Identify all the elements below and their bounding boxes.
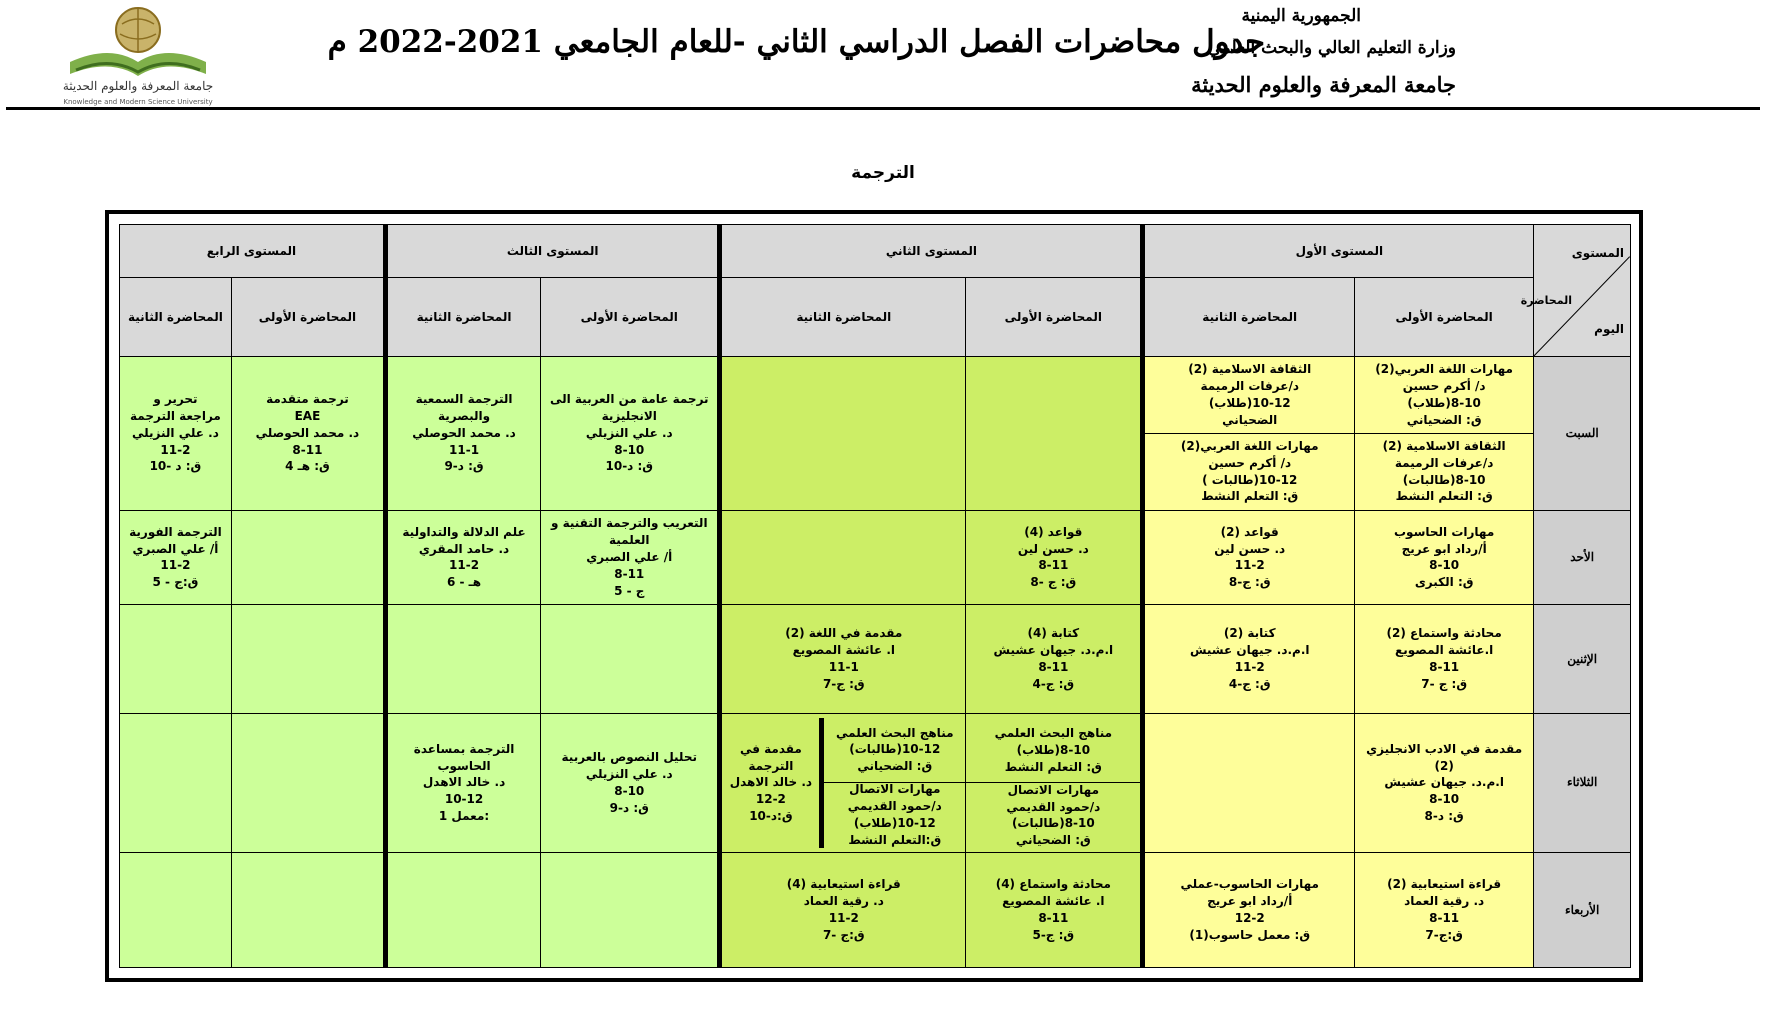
cell-line: 11-2 [1234,558,1265,573]
cell-line: 8-10(طلاب) [1407,395,1481,410]
cell-line: ق:ج - 5 [152,575,199,590]
cell-line: د/ أكرم حسين [1208,455,1292,470]
mon-l3-second [385,605,540,714]
wed-l4-second [120,853,232,968]
cell-line: كتابة (2) [1223,626,1276,641]
cell-line: 10-12(طلاب) [853,815,936,830]
department-title: الترجمة [851,163,915,183]
cell-line: ق: ج -8 [1030,575,1077,590]
cell-line: مراجعة الترجمة [130,409,221,423]
cell-line: قواعد (4) [1024,524,1083,539]
cell-line: التعريب والترجمة التقنية و [550,516,708,531]
cell-line: ق: هـ 4 [285,459,330,474]
cell-line: د/حمود القديمي [1006,799,1101,814]
cell-line: 10-12(طالبات ) [1202,472,1298,487]
tue-l2-second-split [819,718,965,848]
l3-second-lecture-header: المحاضرة الثانية [385,278,540,357]
corner-cell [1520,225,1631,357]
cell-line: مهارات اللغة العربي(2) [1375,362,1513,377]
cell-line: تحليل النصوص بالعربية [561,750,697,765]
sat-l1-first-b [1355,433,1534,510]
cell-line: العلمية [609,533,650,548]
cell-line: 8-10 [1429,558,1460,573]
cell-line: 8-10 [614,442,645,457]
cell-line: الترجمة السمعية والبصرية [415,392,513,423]
schedule-table [119,224,1631,968]
cell-line: 11-1 [449,442,480,457]
cell-line: أ/ علي الصبري [132,541,219,556]
cell-line: ا. عائشة المصويع [792,643,896,658]
cell-line: مهارات الاتصال [849,782,941,797]
cell-line: ق: ج-4 [1228,676,1271,691]
cell-line: د. خالد الاهدل [422,775,506,790]
cell-line: د. علي النزيلي [132,425,219,440]
cell-line: د. حسن لين [1214,541,1286,556]
wed-l1-second [1143,853,1355,968]
cell-line: 8-10 [614,783,645,798]
wed-l2-first [966,853,1143,968]
tue-l1-second [1143,713,1355,852]
cell-line: ق: الضحياني [1406,412,1482,427]
wed-l2-second [720,853,966,968]
cell-line: مناهج البحث العلمي [836,725,954,740]
level-2-header: المستوى الثاني [720,225,1143,278]
cell-line: ترجمة متقدمة [266,392,349,407]
tue-l2-first-top [966,718,1140,783]
cell-line: الترجمة بمساعدة الحاسوب [413,741,515,773]
sun-l3-first [541,510,720,605]
cell-line: ق: د-10 [605,459,654,474]
cell-line: علم الدلالة والتداولية [402,524,526,539]
cell-line: 8-10(طلاب) [1016,742,1091,757]
page-header [0,0,1766,112]
sat-l4-second [120,356,232,510]
corner-lecture-label: المحاضرة [1520,294,1572,307]
page-title: جدول محاضرات الفصل الدراسي الثاني -للعام الجامعي 2021-2022 م [327,24,1265,60]
cell-line: 11-2 [449,558,480,573]
cell-line: ق: الضحياني [857,759,933,774]
level-4-header: المستوى الرابع [120,225,386,278]
wed-l4-first [231,853,385,968]
sat-l4-first [231,356,385,510]
l3-first-lecture-header: المحاضرة الأولى [541,278,720,357]
cell-line: الثقافة الاسلامية (2) [1382,439,1506,453]
tue-l2-second-top [824,718,965,783]
level-3-header: المستوى الثالث [385,225,719,278]
cell-line: قواعد (2) [1220,524,1279,539]
day-monday: الإثنين [1534,605,1631,714]
cell-line: أ/ علي الصبري [586,549,673,564]
l1-second-lecture-header: المحاضرة الثانية [1143,278,1355,357]
tue-l2-second [720,713,966,852]
tue-l3-second [385,713,540,852]
cell-line: 8-11 [1038,659,1069,674]
level-1-header: المستوى الأول [1143,225,1534,278]
cell-line: 8-11 [1429,911,1460,926]
cell-line: د. علي النزيلي [585,767,673,782]
wed-l3-first [541,853,720,968]
cell-line: EAE [294,409,321,423]
cell-line: 10-12 [444,792,484,807]
sat-l2-first [966,356,1143,510]
cell-line: مهارات الحاسوب-عملي [1180,877,1319,892]
cell-line: د/عرفات الرميمة [1394,455,1494,470]
tue-l2-second-bottom [824,783,965,847]
cell-line: د. رقية العماد [803,894,884,909]
day-wednesday: الأربعاء [1534,853,1631,968]
cell-line: د. رقية العماد [1404,894,1485,909]
cell-line: د/ أكرم حسين [1402,379,1486,393]
cell-line: ق: ج-8 [1228,575,1271,590]
cell-line: ق: د-8 [1424,809,1464,824]
cell-line: 8-11 [1429,659,1460,674]
wed-l1-first [1355,853,1534,968]
cell-line: ق: ج-5 [1032,927,1075,942]
cell-line: د/حمود القديمي [847,799,942,814]
cell-line: ق: د-9 [444,459,484,474]
cell-line: الثقافة الاسلامية (2) [1188,362,1312,377]
cell-line: 10-12(طلاب) [1208,395,1291,410]
l1-first-lecture-header: المحاضرة الأولى [1355,278,1534,357]
cell-line: ق: د -10 [149,459,202,474]
cell-line: ق: الضحياني [1015,833,1091,848]
cell-line: 11-2 [828,911,859,926]
mon-l4-second [120,605,232,714]
sat-l2-second [720,356,966,510]
cell-line: ق:ج -7 [822,927,865,942]
cell-line: 8-11 [614,566,645,581]
mon-l2-first [966,605,1143,714]
cell-line: تحرير و [153,392,198,407]
mon-l4-first [231,605,385,714]
sun-l3-second [385,510,540,605]
gov-line-university: جامعة المعرفة والعلوم الحديثة [1191,72,1456,97]
l4-first-lecture-header: المحاضرة الأولى [231,278,385,357]
l2-first-lecture-header: المحاضرة الأولى [966,278,1143,357]
cell-line: د. خالد الاهدل [729,775,813,790]
cell-line: ق: الكبرى [1414,575,1474,590]
cell-line: 12-2 [1234,911,1265,926]
cell-line: قراءة استيعابية (4) [786,877,901,892]
cell-line: مقدمة في الادب الانجليزي (2) [1366,741,1523,773]
cell-line: 11-2 [160,558,191,573]
cell-line: مهارات اللغة العربي(2) [1180,439,1319,453]
cell-line: الانجليزية [601,409,657,423]
sat-l1-second-b [1143,433,1355,510]
cell-line: ق: ج-4 [1032,676,1075,691]
cell-line: ق:د-10 [749,809,793,824]
mon-l3-first [541,605,720,714]
cell-line: 8-10 [1429,792,1460,807]
header-divider [6,107,1760,110]
cell-line: الترجمة الفورية [129,524,222,539]
mon-l1-second [1143,605,1355,714]
tue-l3-first [541,713,720,852]
tue-l4-first [231,713,385,852]
cell-line: 8-10(طالبات) [1402,472,1486,487]
l2-second-lecture-header: المحاضرة الثانية [720,278,966,357]
cell-line: ق:ج-7 [1425,927,1463,942]
cell-line: 8-11 [292,442,323,457]
mon-l1-first [1355,605,1534,714]
cell-line: 12-2 [755,792,786,807]
logo-subtext: Knowledge and Modern Science University [63,98,213,106]
cell-line: ق: ج-7 [822,676,865,691]
logo-text: جامعة المعرفة والعلوم الحديثة [62,79,214,93]
cell-line: محادثة واستماع (4) [995,877,1111,892]
cell-line: 11-2 [1234,659,1265,674]
cell-line: ج - 5 [614,583,645,598]
cell-line: 11-2 [160,442,191,457]
cell-line: قراءة استيعابية (2) [1387,877,1502,892]
cell-line: ا.م.د. جيهان عشيش [993,643,1114,658]
university-logo [30,4,230,108]
gov-line-republic: الجمهورية اليمنية [1241,6,1361,26]
day-saturday: السبت [1534,356,1631,510]
cell-line: ق: التعلم النشط [1201,489,1299,504]
sun-l1-first [1355,510,1534,605]
cell-line: 11-1 [828,659,859,674]
cell-line: مهارات الاتصال [1007,782,1100,797]
cell-line: ا.عائشة المصويع [1395,643,1494,658]
sat-l3-first [541,356,720,510]
tue-l4-second [120,713,232,852]
sun-l2-second [720,510,966,605]
sun-l1-second [1143,510,1355,605]
cell-line: 8-10(طالبات) [1011,816,1095,831]
cell-line: هـ - 6 [446,575,482,590]
sat-l1-second-a [1143,356,1355,433]
cell-line: ا. عائشة المصويع [1002,894,1105,909]
day-tuesday: الثلاثاء [1534,713,1631,852]
cell-line: كتابة (4) [1027,626,1080,641]
cell-line: د. محمد الحوصلي [412,425,516,440]
cell-line: ا.م.د. جيهان عشيش [1189,643,1310,658]
cell-line: أ/رداد ابو عريج [1401,541,1487,556]
cell-line: ق:التعلم النشط [848,832,942,847]
cell-line: أ/رداد ابو عريج [1207,894,1293,909]
cell-line: مهارات الحاسوب [1394,524,1495,539]
sat-l1-first-a [1355,356,1534,433]
mon-l2-second [720,605,966,714]
cell-line: د. محمد الحوصلي [255,425,360,440]
cell-line: 10-12(طالبات) [849,742,941,757]
sun-l4-first [231,510,385,605]
cell-line: محادثة واستماع (2) [1386,626,1502,641]
cell-line: ا.م.د. جيهان عشيش [1384,775,1504,790]
cell-line: 8-11 [1038,558,1069,573]
tue-l1-first [1355,713,1534,852]
sun-l2-first [966,510,1143,605]
cell-line: ترجمة عامة من العربية الى [549,392,709,407]
cell-line: د/عرفات الرميمة [1200,379,1299,393]
cell-line: مقدمة في اللغة (2) [785,626,903,641]
cell-line: مناهج البحث العلمي [994,726,1113,741]
cell-line: ق: التعلم النشط [1004,759,1102,774]
wed-l3-second [385,853,540,968]
cell-line: مقدمة في الترجمة [739,741,802,773]
cell-line: د. حسن لين [1017,541,1089,556]
cell-line: :معمل 1 [438,809,490,824]
corner-day-label: اليوم [1594,322,1624,337]
cell-line: الضحياني [1222,412,1278,427]
day-sunday: الأحد [1534,510,1631,605]
l4-second-lecture-header: المحاضرة الثانية [120,278,232,357]
tue-l2-first-bottom [966,783,1140,847]
cell-line: ق: ج -7 [1421,676,1468,691]
cell-line: 8-11 [1038,911,1069,926]
tue-l2-third [722,718,819,848]
sat-l3-second [385,356,540,510]
sun-l4-second [120,510,232,605]
cell-line: ق: د-9 [609,800,649,815]
cell-line: د. حامد المقري [418,541,510,556]
tue-l2-first [966,713,1143,852]
cell-line: د. علي النزيلي [585,425,673,440]
corner-level-label: المستوى [1571,246,1624,260]
cell-line: ق: معمل حاسوب(1) [1189,927,1311,942]
cell-line: ق: التعلم النشط [1395,489,1493,504]
gov-line-ministry: وزارة التعليم العالي والبحث العلمي [1207,38,1456,58]
schedule-frame [105,210,1643,982]
